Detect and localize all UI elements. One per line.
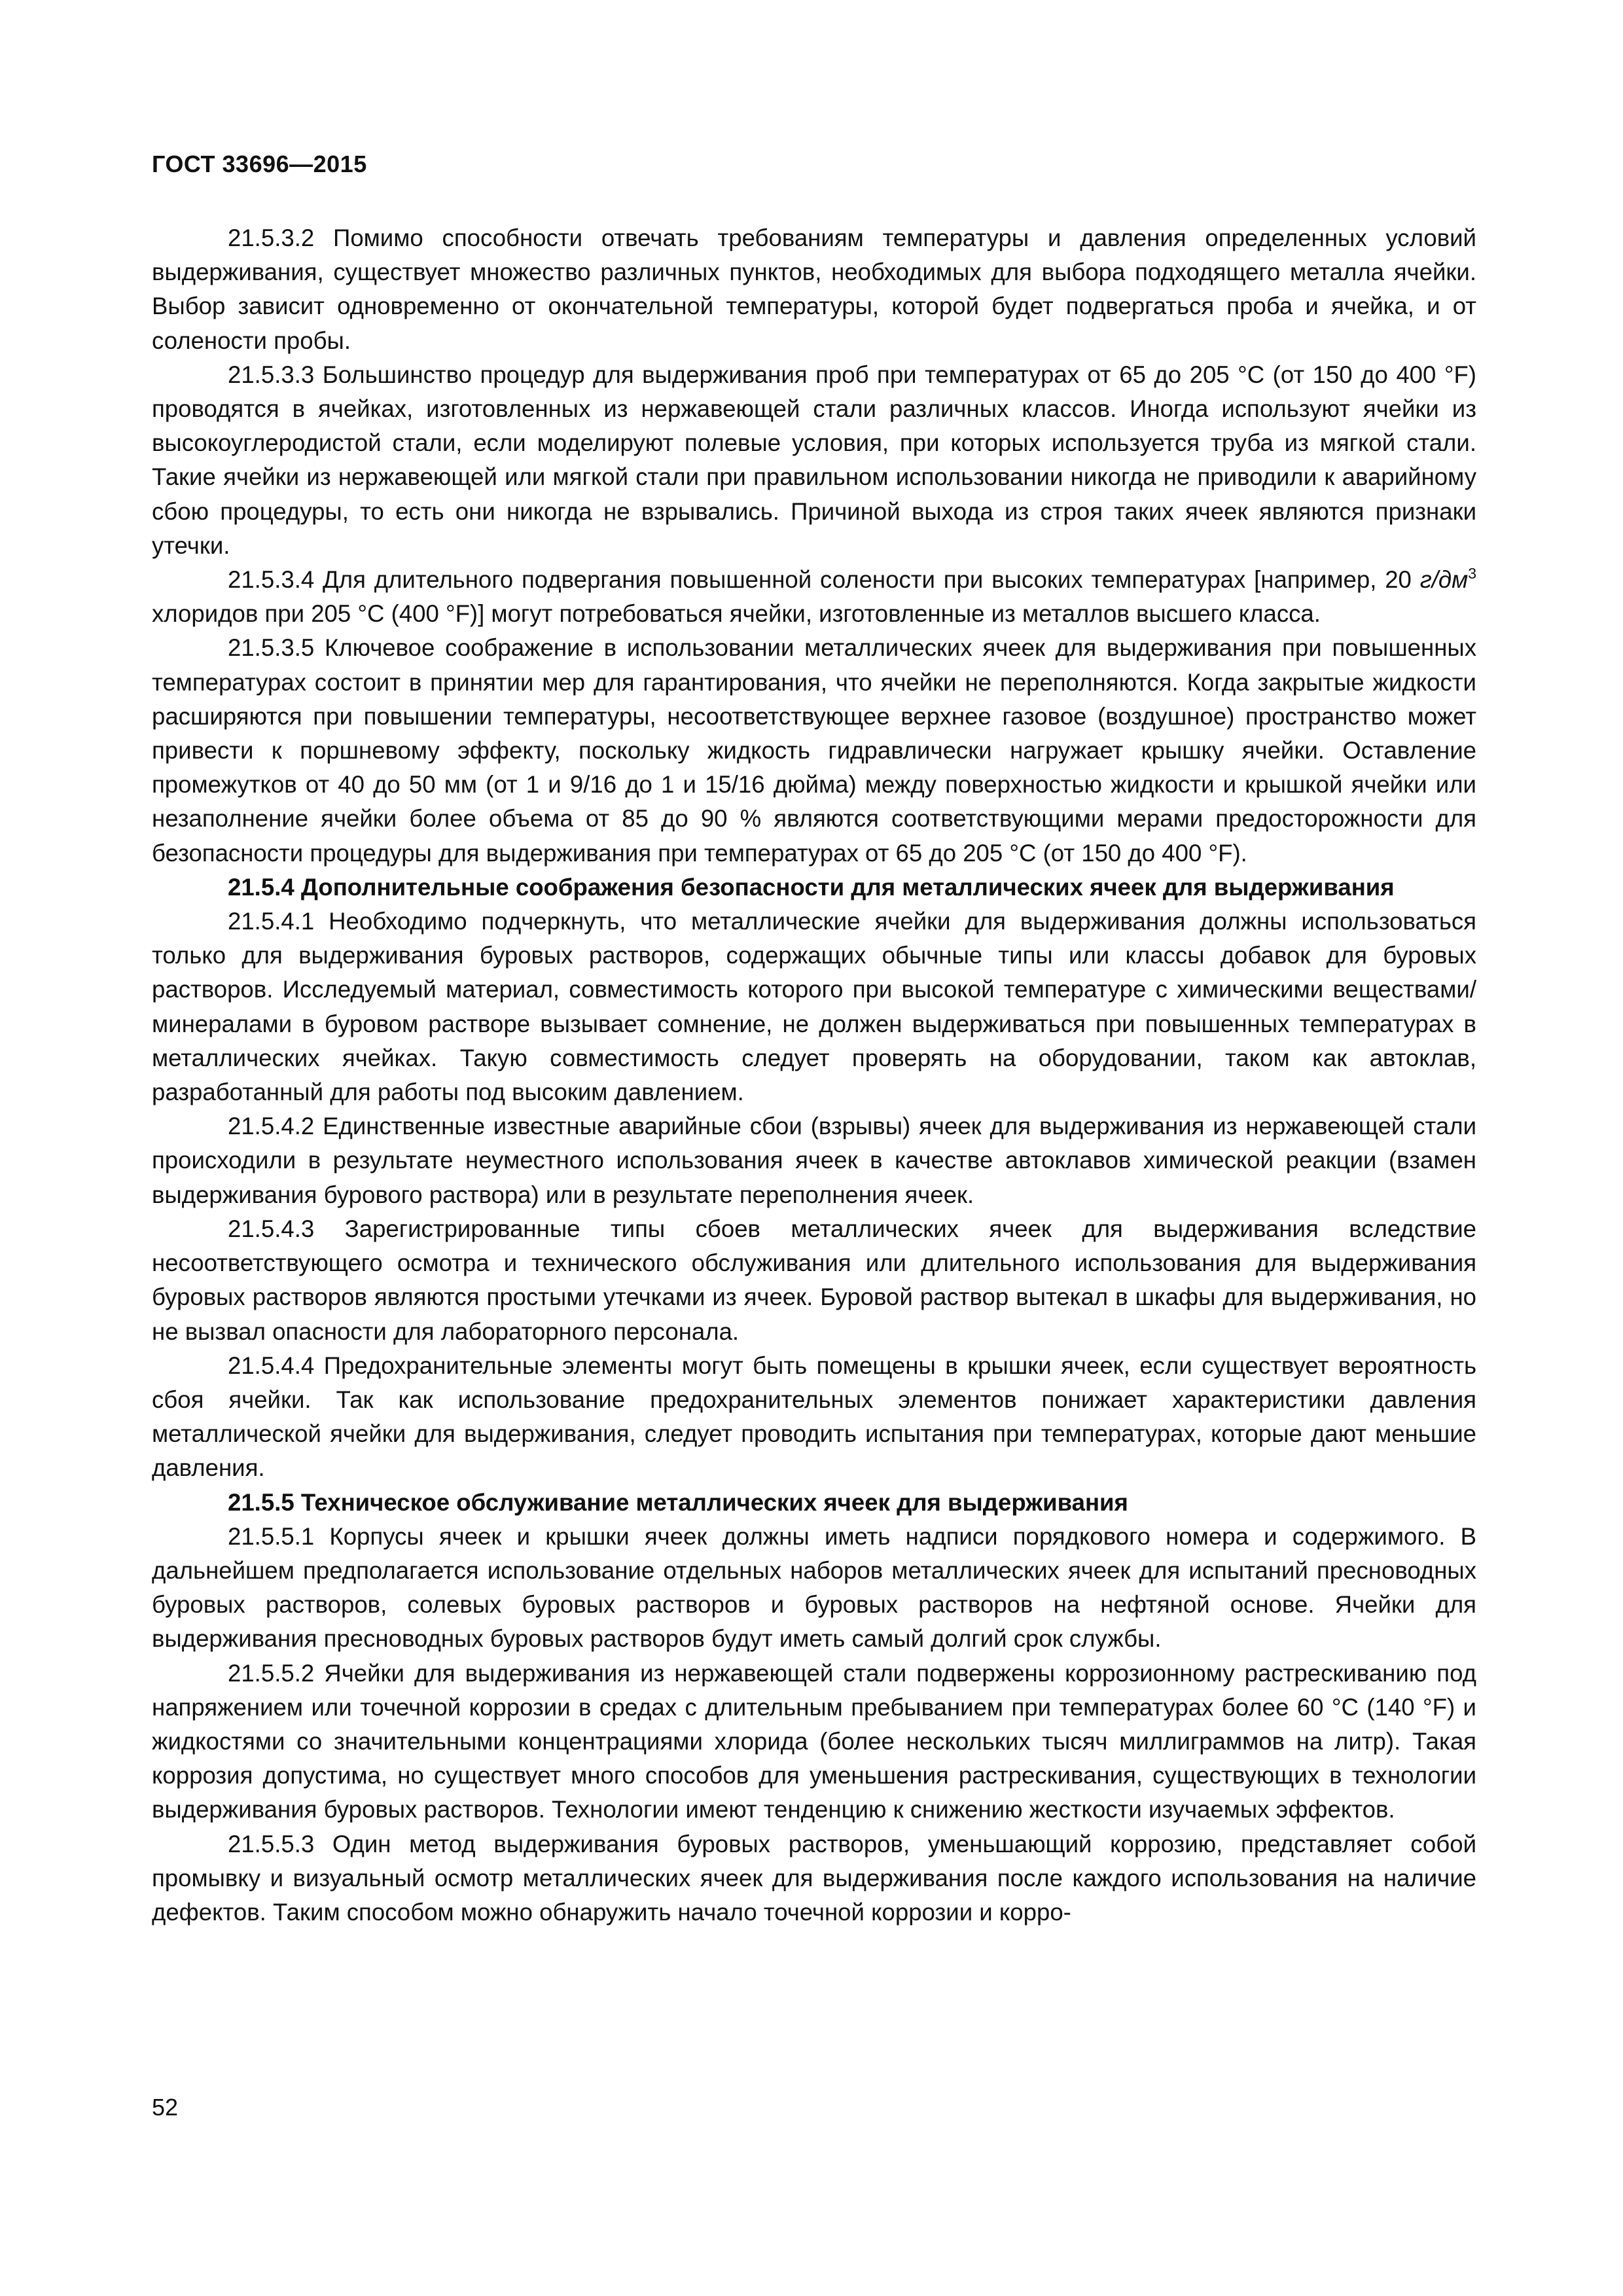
paragraph-21-5-4-1: 21.5.4.1 Необходимо подчеркнуть, что металлические ячейки для выдерживания должны использоваться только для выдерживания буровых растворов, содержащих обычные типы или классы добавок для буровых растворов. Исследуемый материал, совместимость которого при высокой температуре с химическими веществами/минералами в буровом растворе вызывает сомнение, не должен выдерживаться при повышенных температурах в металлических ячейках. Такую совместимость следует проверять на оборудовании, таком как автоклав, разработанный для работы под высоким давлением. (152, 908, 1476, 1106)
paragraph-21-5-5-1: 21.5.5.1 Корпусы ячеек и крышки ячеек должны иметь надписи порядкового номера и содержимого. В дальнейшем предполагается использование отдельных наборов металлических ячеек для испытаний пресноводных буровых растворов, солевых буровых растворов и буровых растворов на нефтяной основе. Ячейки для выдерживания пресноводных буровых растворов будут иметь самый долгий срок службы. (152, 1522, 1476, 1653)
document-body (152, 221, 1476, 1929)
page-number: 52 (152, 2094, 179, 2121)
section-heading-21-5-5: 21.5.5 Техническое обслуживание металлических ячеек для выдерживания (228, 1488, 1128, 1516)
paragraph-21-5-5-2: 21.5.5.2 Ячейки для выдерживания из нержавеющей стали подвержены коррозионному растрескиванию под напряжением или точечной коррозии в средах с длительным пребыванием при температурах более 60 °C (140 °F) и жидкостями со значительными концентрациями хлорида (более нескольких тысяч миллиграммов на литр). Такая коррозия допустима, но существует много способов для уменьшения растрескивания, существующих в технологии выдерживания буровых растворов. Технологии имеют тенденцию к снижению жесткости изучаемых эффектов. (152, 1659, 1476, 1823)
paragraph-text: 21.5.3.4 Для длительного подвергания повышенной солености при высоких температурах [например, 20 (228, 566, 1420, 594)
paragraph-21-5-3-5: 21.5.3.5 Ключевое соображение в использовании металлических ячеек для выдерживания при повышенных температурах состоит в принятии мер для гарантирования, что ячейки не переполняются. Когда закрытые жидкости расширяются при повышении температуры, несоответствующее верхнее газовое (воздушное) пространство может привести к поршневому эффекту, поскольку жидкость гидравлически нагружает крышку ячейки. Оставление промежутков от 40 до 50 мм (от 1 и 9/16 до 1 и 15/16 дюйма) между поверхностью жидкости и крышкой ячейки или незаполнение ячейки более объема от 85 до 90 % являются соответствующими мерами предосторожности для безопасности процедуры для выдерживания при температурах от 65 до 205 °C (от 150 до 400 °F). (152, 634, 1476, 867)
document-header: ГОСТ 33696—2015 (152, 151, 367, 177)
paragraph-21-5-4-4: 21.5.4.4 Предохранительные элементы могут быть помещены в крышки ячеек, если существует вероятность сбоя ячейки. Так как использование предохранительных элементов понижает характеристики давления металлической ячейки для выдерживания, следует проводить испытания при температурах, которые дают меньшие давления. (152, 1352, 1476, 1482)
paragraph-text: хлоридов при 205 °C (400 °F)] могут потребоваться ячейки, изготовленные из металлов высшего класса. (152, 600, 1321, 628)
paragraph-21-5-3-4 (152, 563, 1476, 631)
section-heading-21-5-4: 21.5.4 Дополнительные соображения безопасности для металлических ячеек для выдерживания (228, 873, 1395, 901)
paragraph-21-5-3-3: 21.5.3.3 Большинство процедур для выдерживания проб при температурах от 65 до 205 °C (от 150 до 400 °F) проводятся в ячейках, изготовленных из нержавеющей стали различных классов. Иногда используют ячейки из высокоуглеродистой стали, если моделируют полевые условия, при которых используется труба из мягкой стали. Такие ячейки из нержавеющей или мягкой стали при правильном использовании никогда не приводили к аварийному сбою процедуры, то есть они никогда не взрывались. Причиной выхода из строя таких ячеек являются признаки утечки. (152, 361, 1476, 559)
paragraph-21-5-5-3: 21.5.5.3 Один метод выдерживания буровых растворов, уменьшающий коррозию, представляет собой промывку и визуальный осмотр металлических ячеек для выдерживания после каждого использования на наличие дефектов. Таким способом можно обнаружить начало точечной коррозии и корро- (152, 1830, 1476, 1926)
paragraph-21-5-3-2: 21.5.3.2 Помимо способности отвечать требованиям температуры и давления определенных условий выдерживания, существует множество различных пунктов, необходимых для выбора подходящего металла ячейки. Выбор зависит одновременно от окончательной температуры, которой будет подвергаться проба и ячейка, и от солености пробы. (152, 224, 1476, 354)
paragraph-21-5-4-3: 21.5.4.3 Зарегистрированные типы сбоев металлических ячеек для выдерживания вследствие несоответствующего осмотра и технического обслуживания или длительного использования для выдерживания буровых растворов являются простыми утечками из ячеек. Буровой раствор вытекал в шкафы для выдерживания, но не вызвал опасности для лабораторного персонала. (152, 1215, 1476, 1345)
unit-exponent: 3 (1468, 565, 1476, 583)
paragraph-21-5-4-2: 21.5.4.2 Единственные известные аварийные сбои (взрывы) ячеек для выдерживания из нержавеющей стали происходили в результате неуместного использования ячеек в качестве автоклавов химической реакции (взамен выдерживания бурового раствора) или в результате переполнения ячеек. (152, 1113, 1476, 1208)
unit-text: г/дм (1419, 566, 1469, 594)
